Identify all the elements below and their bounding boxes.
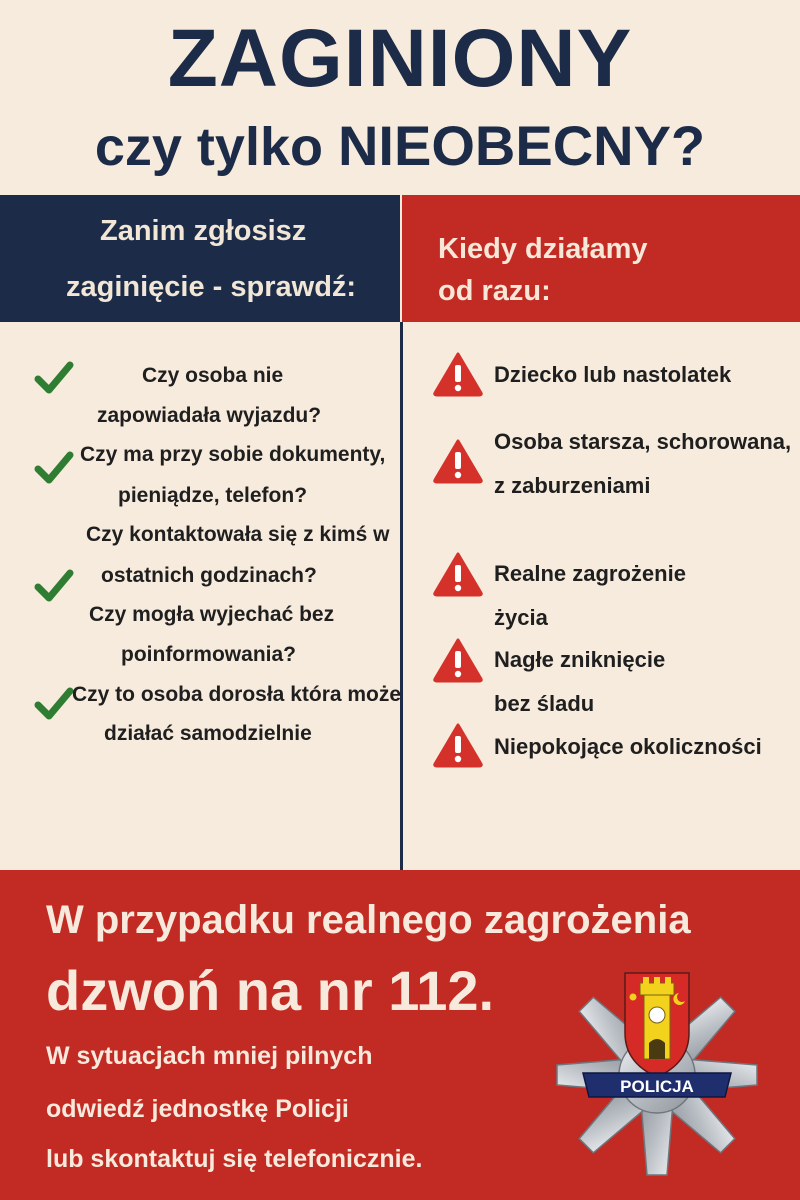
check-item-line: pieniądze, telefon? [118,484,308,507]
emergency-number-line: dzwoń na nr 112. [46,959,495,1022]
warning-item-line: Dziecko lub nastolatek [494,362,732,387]
warning-item-line: życia [494,605,548,630]
title-subtitle [0,114,800,177]
warning-item-line: Nagłe zniknięcie [494,647,666,672]
check-item-line: Czy mogła wyjechać bez [89,603,335,626]
check-item-line: Czy osoba nie [142,364,284,387]
warning-icon [432,637,484,683]
checkmark-icon [34,568,74,604]
info-line-3: lub skontaktuj się telefonicznie. [46,1145,423,1173]
badge-label: POLICJA [620,1077,694,1096]
title-main: ZAGINIONY [167,13,633,104]
warning-item-line: Niepokojące okoliczności [494,734,762,759]
warning-item-line: Osoba starsza, schorowana, [494,429,792,454]
checkmark-icon [34,360,74,396]
warning-item-line: Realne zagrożenie [494,561,686,586]
checkmark-icon [34,686,74,722]
check-item-line: Czy kontaktowała się z kimś w [86,523,390,546]
check-item-line: zapowiadała wyjazdu? [97,404,322,427]
right-header-line-2: od razu: [438,275,551,307]
police-star-badge [555,955,760,1187]
left-column-header [0,195,400,322]
check-item-line: działać samodzielnie [104,722,312,745]
title-subtitle-emphasis: NIEOBECNY? [337,114,706,177]
right-column-header [402,195,800,322]
check-item-line: poinformowania? [121,643,296,666]
info-line-1: W sytuacjach mniej pilnych [46,1042,373,1070]
title-block [0,0,800,195]
check-item-line: ostatnich godzinach? [101,564,317,587]
left-header-line-1: Zanim zgłosisz [100,215,307,247]
warning-icon [432,722,484,768]
warning-icon [432,551,484,597]
check-item-line: Czy to osoba dorosła która może [72,683,402,706]
left-header-line-2: zaginięcie - sprawdź: [66,271,357,303]
warning-icon [432,438,484,484]
emergency-line-1: W przypadku realnego zagrożenia [46,898,691,942]
checkmark-icon [34,450,74,486]
title-subtitle-prefix: czy tylko [94,117,323,177]
info-line-2: odwiedź jednostkę Policji [46,1095,349,1123]
warning-item-line: z zaburzeniami [494,473,651,498]
warning-icon [432,351,484,397]
warning-item-line: bez śladu [494,691,595,716]
check-item-line: Czy ma przy sobie dokumenty, [80,443,386,466]
column-divider [400,322,403,870]
right-header-line-1: Kiedy działamy [438,233,648,265]
